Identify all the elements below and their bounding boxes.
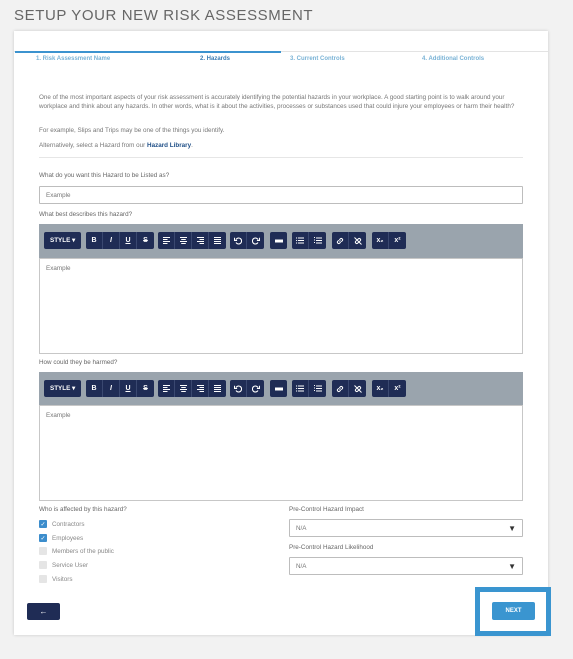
script-group — [372, 232, 406, 249]
hazard-name-label: What do you want this Hazard to be Listed as? — [39, 172, 170, 179]
harmed-editor[interactable]: Example — [39, 405, 523, 501]
link-group — [332, 380, 366, 397]
impact-label: Pre-Control Hazard Impact — [289, 506, 364, 513]
unlink-icon[interactable] — [349, 380, 366, 397]
checkbox-label: Visitors — [52, 575, 73, 583]
checkbox-box — [39, 547, 47, 555]
undo-icon[interactable] — [230, 232, 247, 249]
list-group — [292, 232, 326, 249]
checkbox-label: Members of the public — [52, 547, 114, 555]
style-group — [44, 232, 81, 249]
bullet-list-icon[interactable] — [292, 380, 309, 397]
undo-icon[interactable] — [230, 380, 247, 397]
italic-button[interactable]: I — [103, 380, 120, 397]
superscript-button[interactable]: x² — [394, 237, 401, 244]
bold-button[interactable]: B — [86, 232, 103, 249]
align-group — [158, 380, 226, 397]
style-dropdown[interactable] — [44, 232, 81, 249]
style-caret: ▾ — [72, 385, 76, 392]
arrow-left-icon: ← — [39, 607, 48, 616]
back-button[interactable] — [27, 603, 60, 620]
active-step-indicator — [15, 51, 281, 53]
hazard-library-link[interactable]: Hazard Library — [147, 142, 192, 149]
align-center-icon[interactable] — [175, 232, 192, 249]
tab-current-controls[interactable]: 3. Current Controls — [290, 56, 345, 62]
redo-icon[interactable] — [247, 380, 264, 397]
affected-label: Who is affected by this hazard? — [39, 506, 127, 513]
tab-risk-assessment-name[interactable]: 1. Risk Assessment Name — [36, 56, 111, 62]
subscript-button[interactable]: x₂ — [372, 380, 389, 397]
checkbox-contractors[interactable] — [39, 520, 85, 528]
strikethrough-button[interactable]: S — [143, 237, 148, 244]
style-label: STYLE — [50, 385, 71, 392]
impact-value: N/A — [296, 524, 307, 532]
check-icon: ✓ — [40, 535, 46, 542]
align-center-icon[interactable] — [175, 380, 192, 397]
format-group — [86, 232, 154, 249]
style-group — [44, 380, 81, 397]
describe-editor-toolbar — [39, 224, 523, 258]
subscript-button[interactable]: x₂ — [372, 232, 389, 249]
likelihood-label: Pre-Control Hazard Likelihood — [289, 544, 374, 551]
unlink-icon[interactable] — [349, 232, 366, 249]
italic-button[interactable]: I — [103, 232, 120, 249]
list-group — [292, 380, 326, 397]
checkbox-members-of-public[interactable] — [39, 547, 114, 555]
tab-additional-controls[interactable]: 4. Additional Controls — [422, 56, 485, 62]
style-dropdown[interactable] — [44, 380, 81, 397]
checkbox-label: Contractors — [52, 520, 85, 528]
align-left-icon[interactable] — [158, 380, 175, 397]
style-label: STYLE — [50, 237, 71, 244]
link-icon[interactable] — [332, 380, 349, 397]
likelihood-value: N/A — [296, 562, 307, 570]
align-justify-icon[interactable] — [209, 232, 226, 249]
intro-paragraph: One of the most important aspects of your risk assessment is accurately identifying the potential hazards in your workplace. A good starting point is to walk around your workplace and think about any hazards. In other words, what is it about the activities, processes or substances used that could injure your employees or harm their health? — [39, 94, 515, 110]
superscript-button[interactable]: x² — [394, 385, 401, 392]
harmed-label: How could they be harmed? — [39, 359, 118, 366]
likelihood-select[interactable] — [289, 557, 523, 575]
bold-button[interactable]: B — [86, 380, 103, 397]
dropdown-arrow-icon: ▼ — [508, 524, 516, 533]
intro-example: For example, Slips and Trips may be one of the things you identify. — [39, 127, 225, 134]
horizontal-rule-icon[interactable] — [270, 380, 287, 397]
library-prefix: Alternatively, select a Hazard from our — [39, 142, 146, 149]
redo-icon[interactable] — [247, 232, 264, 249]
checkbox-box — [39, 561, 47, 569]
hr-group — [270, 380, 287, 397]
wizard-steps — [14, 51, 548, 65]
divider — [39, 157, 523, 158]
history-group — [230, 380, 264, 397]
checkbox-employees[interactable] — [39, 534, 83, 542]
link-group — [332, 232, 366, 249]
link-icon[interactable] — [332, 232, 349, 249]
checkbox-box — [39, 575, 47, 583]
tab-hazards[interactable]: 2. Hazards — [200, 56, 231, 62]
checkbox-label: Service User — [52, 561, 89, 569]
numbered-list-icon[interactable] — [309, 232, 326, 249]
script-group — [372, 380, 406, 397]
style-caret: ▾ — [72, 237, 76, 244]
strikethrough-button[interactable]: S — [143, 385, 148, 392]
format-group — [86, 380, 154, 397]
next-button[interactable]: NEXT — [492, 602, 535, 620]
align-right-icon[interactable] — [192, 232, 209, 249]
check-icon: ✓ — [40, 521, 46, 528]
impact-select[interactable] — [289, 519, 523, 537]
checkbox-visitors[interactable] — [39, 575, 73, 583]
harmed-editor-toolbar — [39, 372, 523, 406]
bullet-list-icon[interactable] — [292, 232, 309, 249]
horizontal-rule-icon[interactable] — [270, 232, 287, 249]
history-group — [230, 232, 264, 249]
underline-button[interactable]: U — [120, 380, 137, 397]
hazard-name-input[interactable]: Example — [39, 186, 523, 204]
hr-group — [270, 232, 287, 249]
page-title: SETUP YOUR NEW RISK ASSESSMENT — [14, 7, 314, 24]
describe-label: What best describes this hazard? — [39, 211, 133, 218]
checkbox-label: Employees — [52, 534, 84, 542]
library-suffix: . — [191, 142, 193, 149]
underline-button[interactable]: U — [120, 232, 137, 249]
intro-library-text — [39, 142, 523, 151]
align-right-icon[interactable] — [192, 380, 209, 397]
dropdown-arrow-icon: ▼ — [508, 562, 516, 571]
align-justify-icon[interactable] — [209, 380, 226, 397]
checkbox-service-user[interactable] — [39, 561, 88, 569]
describe-editor[interactable]: Example — [39, 258, 523, 354]
numbered-list-icon[interactable] — [309, 380, 326, 397]
align-left-icon[interactable] — [158, 232, 175, 249]
align-group — [158, 232, 226, 249]
